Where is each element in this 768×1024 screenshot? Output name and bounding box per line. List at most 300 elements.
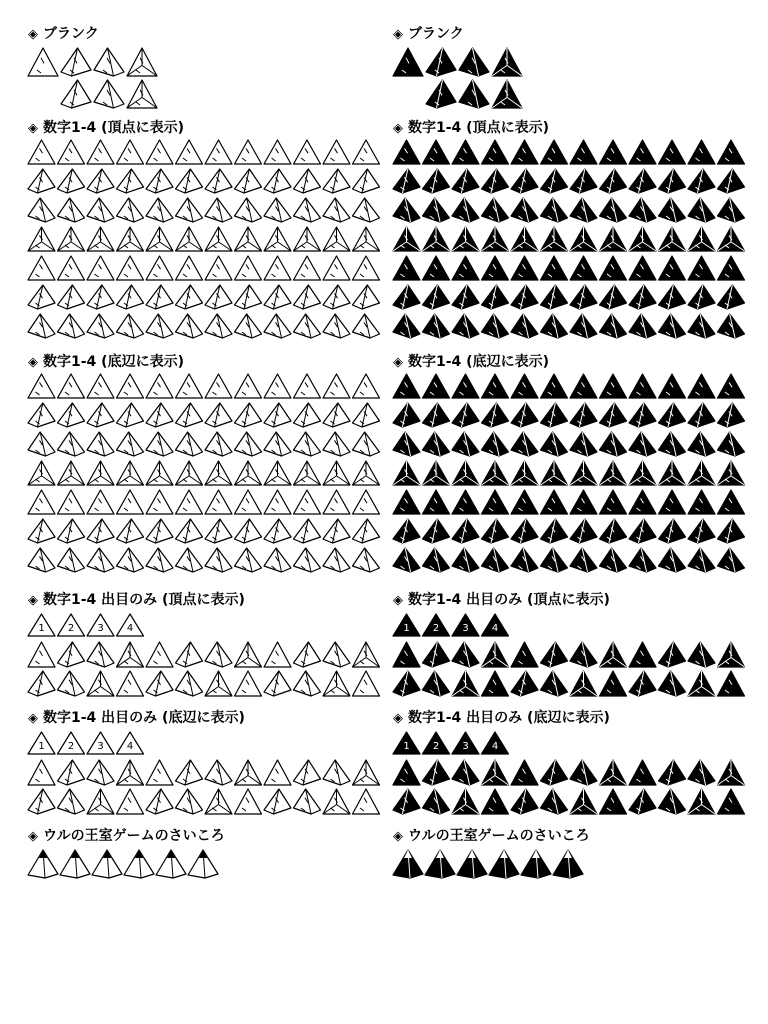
d4-die-icon — [452, 519, 479, 543]
d4-die-icon — [659, 671, 686, 696]
die-number: 2 — [67, 741, 75, 753]
d4-die-icon — [600, 490, 627, 514]
d4-die-icon — [323, 519, 350, 543]
d4-die-icon — [117, 227, 144, 251]
section-title: ウルの王室ゲームのさいころ — [43, 828, 225, 844]
d4-die-icon — [294, 227, 321, 251]
d4-die-icon — [482, 490, 509, 514]
d4-die-icon — [482, 461, 509, 485]
d4-die-icon — [87, 614, 114, 636]
diamond-bullet-icon: ◈ — [393, 121, 403, 136]
d4-die-icon — [688, 374, 715, 398]
d4-die-icon — [117, 461, 144, 485]
d4-die-icon — [117, 256, 144, 280]
d4-die-icon — [570, 461, 597, 485]
d4-die-icon — [264, 256, 291, 280]
d4-die-icon — [205, 461, 232, 485]
d4-die-icon — [600, 285, 627, 309]
d4-die-icon — [117, 432, 144, 456]
d4-die-icon — [511, 140, 538, 164]
d4-die-icon — [205, 256, 232, 280]
d4-die-icon — [58, 760, 85, 785]
d4-die-icon — [393, 403, 420, 427]
d4-die-icon — [28, 374, 55, 398]
d4-die-icon — [58, 374, 85, 398]
d4-die-icon — [423, 789, 450, 814]
d4-die-icon — [28, 850, 58, 878]
d4-die-icon — [511, 432, 538, 456]
d4-die-icon — [659, 760, 686, 785]
d4-die-icon — [393, 198, 420, 222]
d4-die-icon — [452, 227, 479, 251]
section-heading — [393, 826, 590, 846]
d4-die-icon — [511, 760, 538, 785]
dice-set — [28, 612, 398, 698]
d4-die-icon — [570, 169, 597, 193]
d4-die-icon — [87, 789, 114, 814]
dice-set — [28, 848, 398, 888]
diamond-bullet-icon: ◈ — [28, 593, 38, 608]
d4-die-icon — [205, 671, 232, 696]
d4-die-icon — [235, 374, 262, 398]
d4-die-icon — [176, 461, 203, 485]
d4-die-icon — [482, 285, 509, 309]
d4-die-icon — [146, 519, 173, 543]
section-title: ウルの王室ゲームのさいころ — [408, 828, 590, 844]
d4-die-icon — [294, 140, 321, 164]
d4-die-icon — [58, 169, 85, 193]
d4-die-icon — [688, 548, 715, 572]
d4-die-icon — [58, 198, 85, 222]
d4-die-icon — [688, 760, 715, 785]
d4-die-icon — [127, 80, 157, 108]
d4-die-icon — [87, 642, 114, 667]
d4-die-icon — [541, 642, 568, 667]
dice-set — [393, 140, 763, 340]
diamond-bullet-icon: ◈ — [393, 711, 403, 726]
d4-die-icon — [294, 374, 321, 398]
d4-die-icon — [156, 850, 186, 878]
d4-die-icon — [570, 403, 597, 427]
d4-die-icon — [482, 198, 509, 222]
d4-die-icon — [294, 548, 321, 572]
d4-die-icon — [553, 850, 583, 878]
d4-die-icon — [146, 227, 173, 251]
d4-die-icon — [541, 227, 568, 251]
d4-die-icon — [452, 256, 479, 280]
die-number: 4 — [126, 623, 134, 635]
d4-die-icon — [570, 314, 597, 338]
d4-die-icon — [511, 256, 538, 280]
d4-die-icon — [393, 256, 420, 280]
d4-die-icon — [294, 490, 321, 514]
d4-die-icon — [146, 374, 173, 398]
d4-die-icon — [205, 789, 232, 814]
d4-die-icon — [452, 732, 479, 754]
d4-die-icon — [353, 432, 380, 456]
d4-die-icon — [659, 374, 686, 398]
die-number: 3 — [462, 623, 469, 635]
d4-die-icon — [146, 198, 173, 222]
d4-die-icon — [482, 671, 509, 696]
d4-die-icon — [146, 403, 173, 427]
d4-die-icon — [58, 732, 85, 754]
d4-die-icon — [452, 403, 479, 427]
d4-die-icon — [482, 169, 509, 193]
d4-die-icon — [688, 403, 715, 427]
d4-die-icon — [353, 671, 380, 696]
d4-die-icon — [600, 432, 627, 456]
d4-die-icon — [600, 642, 627, 667]
d4-die-icon — [176, 140, 203, 164]
d4-die-icon — [718, 198, 745, 222]
d4-die-icon — [264, 519, 291, 543]
d4-die-icon — [28, 140, 55, 164]
d4-die-icon — [117, 198, 144, 222]
d4-die-icon — [570, 285, 597, 309]
d4-die-icon — [688, 285, 715, 309]
d4-die-icon — [423, 671, 450, 696]
d4-die-icon — [28, 314, 55, 338]
d4-die-icon — [541, 461, 568, 485]
d4-die-icon — [629, 256, 656, 280]
d4-die-icon — [28, 519, 55, 543]
d4-die-icon — [323, 789, 350, 814]
d4-die-icon — [294, 256, 321, 280]
dice-set — [28, 140, 398, 340]
d4-die-icon — [659, 227, 686, 251]
d4-die-icon — [600, 519, 627, 543]
d4-die-icon — [600, 548, 627, 572]
d4-die-icon — [176, 285, 203, 309]
d4-die-icon — [28, 227, 55, 251]
d4-die-icon — [87, 374, 114, 398]
d4-die-icon — [521, 850, 551, 878]
d4-die-icon — [87, 227, 114, 251]
d4-die-icon — [205, 140, 232, 164]
d4-die-icon — [353, 490, 380, 514]
d4-die-icon — [176, 169, 203, 193]
d4-die-icon — [117, 614, 144, 636]
d4-die-icon — [294, 285, 321, 309]
d4-die-icon — [28, 671, 55, 696]
d4-die-icon — [718, 548, 745, 572]
d4-die-icon — [58, 519, 85, 543]
d4-die-icon — [423, 760, 450, 785]
d4-die-icon — [423, 198, 450, 222]
d4-die-icon — [393, 48, 423, 76]
d4-die-icon — [423, 314, 450, 338]
d4-die-icon — [423, 732, 450, 754]
d4-die-icon — [393, 374, 420, 398]
d4-die-icon — [176, 227, 203, 251]
d4-die-icon — [87, 256, 114, 280]
d4-die-icon — [294, 760, 321, 785]
d4-die-icon — [58, 789, 85, 814]
d4-die-icon — [452, 198, 479, 222]
d4-die-icon — [629, 461, 656, 485]
d4-die-icon — [176, 671, 203, 696]
d4-die-icon — [659, 169, 686, 193]
d4-die-icon — [205, 227, 232, 251]
d4-die-icon — [264, 548, 291, 572]
d4-die-icon — [94, 80, 124, 108]
d4-die-icon — [28, 490, 55, 514]
d4-die-icon — [294, 198, 321, 222]
d4-die-icon — [188, 850, 218, 878]
d4-die-icon — [688, 432, 715, 456]
d4-die-icon — [482, 227, 509, 251]
d4-die-icon — [264, 671, 291, 696]
d4-die-icon — [205, 642, 232, 667]
d4-die-icon — [688, 169, 715, 193]
d4-die-icon — [353, 140, 380, 164]
d4-die-icon — [235, 140, 262, 164]
d4-die-icon — [600, 198, 627, 222]
d4-die-icon — [426, 80, 456, 108]
d4-die-icon — [117, 642, 144, 667]
d4-die-icon — [659, 403, 686, 427]
d4-die-icon — [423, 403, 450, 427]
d4-die-icon — [235, 432, 262, 456]
section-heading — [28, 118, 184, 138]
d4-die-icon — [718, 432, 745, 456]
d4-die-icon — [659, 140, 686, 164]
section-heading — [393, 708, 610, 728]
d4-die-icon — [688, 140, 715, 164]
section-title: ブランク — [408, 26, 464, 42]
d4-die-icon — [570, 198, 597, 222]
d4-die-icon — [541, 760, 568, 785]
d4-die-icon — [264, 374, 291, 398]
section-heading — [28, 590, 245, 610]
d4-die-icon — [235, 671, 262, 696]
d4-die-icon — [629, 760, 656, 785]
d4-die-icon — [718, 490, 745, 514]
d4-die-icon — [423, 285, 450, 309]
die-number: 1 — [38, 623, 45, 635]
d4-die-icon — [688, 519, 715, 543]
d4-die-icon — [117, 285, 144, 309]
d4-die-icon — [600, 671, 627, 696]
d4-die-icon — [423, 169, 450, 193]
section-title: 数字1-4 (頂点に表示) — [43, 120, 184, 136]
d4-die-icon — [294, 642, 321, 667]
d4-die-icon — [94, 48, 124, 76]
d4-die-icon — [393, 227, 420, 251]
d4-die-icon — [570, 432, 597, 456]
d4-die-icon — [264, 198, 291, 222]
d4-die-icon — [235, 548, 262, 572]
d4-die-icon — [718, 227, 745, 251]
d4-die-icon — [659, 256, 686, 280]
d4-die-icon — [459, 80, 489, 108]
d4-die-icon — [489, 850, 519, 878]
d4-die-icon — [541, 403, 568, 427]
d4-die-icon — [323, 285, 350, 309]
d4-die-icon — [600, 374, 627, 398]
d4-die-icon — [452, 461, 479, 485]
d4-die-icon — [28, 403, 55, 427]
d4-die-icon — [58, 256, 85, 280]
d4-die-icon — [659, 548, 686, 572]
d4-die-icon — [600, 227, 627, 251]
d4-die-icon — [629, 403, 656, 427]
d4-die-icon — [600, 403, 627, 427]
d4-die-icon — [393, 169, 420, 193]
diamond-bullet-icon: ◈ — [393, 355, 403, 370]
d4-die-icon — [659, 198, 686, 222]
d4-die-icon — [511, 490, 538, 514]
d4-die-icon — [688, 256, 715, 280]
diamond-bullet-icon: ◈ — [393, 829, 403, 844]
dice-set — [393, 374, 763, 574]
d4-die-icon — [146, 789, 173, 814]
d4-die-icon — [452, 140, 479, 164]
section-title: 数字1-4 出目のみ (頂点に表示) — [43, 592, 245, 608]
d4-die-icon — [482, 140, 509, 164]
d4-die-icon — [117, 671, 144, 696]
d4-die-icon — [718, 140, 745, 164]
d4-die-icon — [570, 548, 597, 572]
d4-die-icon — [124, 850, 154, 878]
d4-die-icon — [146, 760, 173, 785]
d4-die-icon — [629, 169, 656, 193]
d4-die-icon — [87, 548, 114, 572]
d4-die-icon — [235, 789, 262, 814]
d4-die-icon — [718, 314, 745, 338]
die-number: 3 — [97, 623, 104, 635]
diamond-bullet-icon: ◈ — [28, 27, 38, 42]
d4-die-icon — [423, 519, 450, 543]
d4-die-icon — [570, 789, 597, 814]
d4-die-icon — [629, 432, 656, 456]
d4-die-icon — [117, 490, 144, 514]
d4-die-icon — [58, 642, 85, 667]
d4-die-icon — [629, 671, 656, 696]
d4-die-icon — [452, 671, 479, 696]
d4-die-icon — [127, 48, 157, 76]
d4-die-icon — [353, 642, 380, 667]
d4-die-icon — [235, 256, 262, 280]
d4-die-icon — [205, 548, 232, 572]
d4-die-icon — [600, 789, 627, 814]
d4-die-icon — [452, 374, 479, 398]
d4-die-icon — [718, 519, 745, 543]
d4-die-icon — [423, 461, 450, 485]
d4-die-icon — [452, 169, 479, 193]
d4-die-icon — [176, 490, 203, 514]
d4-die-icon — [205, 169, 232, 193]
d4-die-icon — [58, 548, 85, 572]
d4-die-icon — [511, 789, 538, 814]
d4-die-icon — [235, 227, 262, 251]
d4-die-icon — [570, 374, 597, 398]
d4-die-icon — [492, 80, 522, 108]
d4-die-icon — [688, 671, 715, 696]
d4-die-icon — [353, 314, 380, 338]
d4-die-icon — [353, 198, 380, 222]
d4-die-icon — [482, 548, 509, 572]
d4-die-icon — [323, 671, 350, 696]
section-heading — [393, 352, 549, 372]
d4-die-icon — [511, 285, 538, 309]
d4-die-icon — [58, 432, 85, 456]
d4-die-icon — [323, 490, 350, 514]
d4-die-icon — [28, 642, 55, 667]
die-number: 1 — [403, 741, 410, 753]
d4-die-icon — [176, 789, 203, 814]
d4-die-icon — [423, 642, 450, 667]
die-number: 1 — [38, 741, 45, 753]
diamond-bullet-icon: ◈ — [28, 121, 38, 136]
section-heading — [393, 24, 464, 44]
d4-die-icon — [718, 760, 745, 785]
section-title: 数字1-4 (底辺に表示) — [408, 354, 549, 370]
d4-die-icon — [511, 642, 538, 667]
d4-die-icon — [117, 314, 144, 338]
d4-die-icon — [205, 285, 232, 309]
d4-die-icon — [28, 548, 55, 572]
die-number: 2 — [67, 623, 75, 635]
d4-die-icon — [423, 256, 450, 280]
d4-die-icon — [205, 760, 232, 785]
d4-die-icon — [459, 48, 489, 76]
d4-die-icon — [688, 198, 715, 222]
d4-die-icon — [353, 789, 380, 814]
d4-die-icon — [541, 432, 568, 456]
d4-die-icon — [176, 519, 203, 543]
d4-die-icon — [718, 461, 745, 485]
section-title: ブランク — [43, 26, 99, 42]
d4-die-icon — [426, 48, 456, 76]
d4-die-icon — [235, 490, 262, 514]
d4-die-icon — [541, 374, 568, 398]
d4-die-icon — [629, 140, 656, 164]
d4-die-icon — [294, 519, 321, 543]
d4-die-icon — [659, 461, 686, 485]
d4-die-icon — [511, 519, 538, 543]
d4-die-icon — [28, 760, 55, 785]
d4-die-icon — [570, 256, 597, 280]
d4-die-icon — [235, 403, 262, 427]
d4-die-icon — [235, 285, 262, 309]
d4-die-icon — [264, 490, 291, 514]
d4-die-icon — [718, 169, 745, 193]
dice-set — [393, 612, 763, 698]
d4-die-icon — [570, 519, 597, 543]
d4-die-icon — [264, 432, 291, 456]
section-heading — [28, 24, 99, 44]
d4-die-icon — [176, 432, 203, 456]
die-number: 3 — [97, 741, 104, 753]
d4-die-icon — [146, 256, 173, 280]
d4-die-icon — [28, 732, 55, 754]
d4-die-icon — [393, 519, 420, 543]
d4-die-icon — [482, 642, 509, 667]
diamond-bullet-icon: ◈ — [28, 355, 38, 370]
d4-die-icon — [659, 490, 686, 514]
d4-die-icon — [117, 732, 144, 754]
d4-die-icon — [423, 548, 450, 572]
d4-die-icon — [235, 519, 262, 543]
section-heading — [28, 826, 225, 846]
d4-die-icon — [452, 548, 479, 572]
d4-die-icon — [58, 671, 85, 696]
dice-set — [28, 374, 398, 574]
d4-die-icon — [28, 48, 58, 76]
d4-die-icon — [117, 374, 144, 398]
